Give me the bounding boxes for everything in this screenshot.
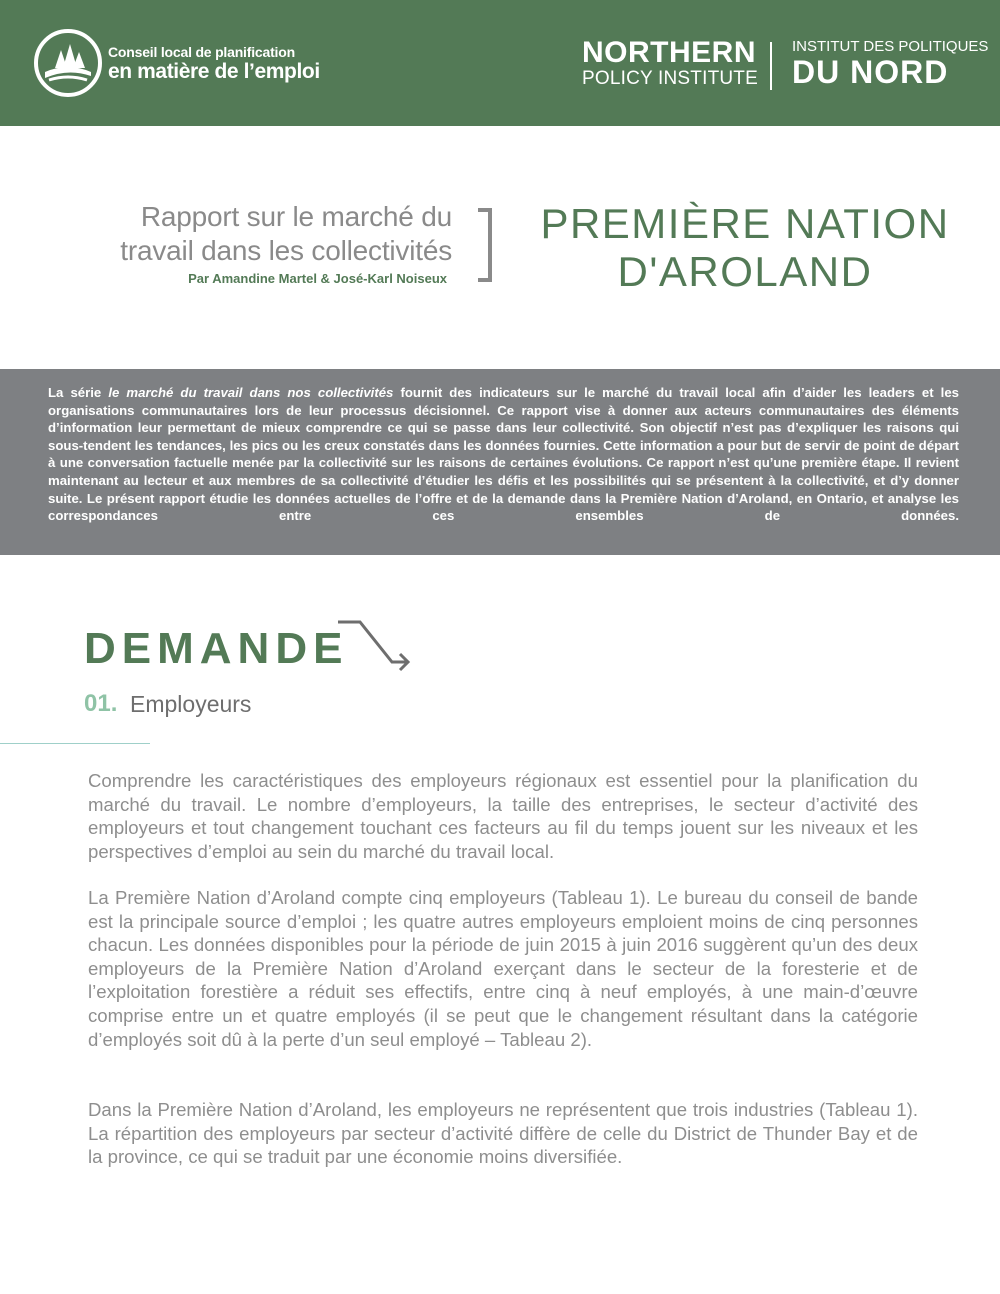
trees-logo-icon [33,28,103,98]
npi-line1: NORTHERN [582,36,756,69]
section-rule [0,743,150,744]
section-heading: DEMANDE [84,624,349,673]
header-band [0,0,1000,126]
subsection-label: Employeurs [130,691,252,717]
report-title-line2: travail dans les collectivités [120,235,452,266]
report-title-line1: Rapport sur le marché du [140,201,452,232]
authors: Par Amandine Martel & José-Karl Noiseux [188,271,447,286]
body-paragraph-2: La Première Nation d’Aroland compte cinq employeurs (Tableau 1). Le bureau du conseil de bande est la principale source d’emploi ; les quatre autres employeurs emploient moins de cinq personnes chacun. Les données disponibles pour la période de juin 2015 à juin 2016 suggèrent qu’un des deux employeurs de la Première Nation d’Aroland exerçant dans le secteur de la foresterie et de l’exploitation forestière a réduit ses effectifs, entre cinq à neuf employés, à une main-d’œuvre comprise entre un et quatre employés (il se peut que le changement résultant dans la catégorie d’employés soit dû à la perte d’un seul employé – Tableau 2). [88,887,918,1050]
institut-politiques-nord-logo [792,38,988,89]
place-title-line1: PREMIÈRE NATION [540,200,950,247]
intro-series-name: le marché du travail dans nos collectivités [108,385,394,400]
subsection-number: 01. [84,690,118,717]
place-title [520,200,970,296]
arrow-down-right-icon [336,618,416,674]
body-paragraph-1: Comprendre les caractéristiques des employeurs régionaux est essentiel pour la planification du marché du travail. Le nombre d’employeurs, la taille des entreprises, le secteur d’activité des employeurs et tout changement touchant ces facteurs au fil du temps jouent sur les niveaux et les perspectives d’emploi au sein du marché du travail local. [88,770,918,862]
place-title-line2: D'AROLAND [617,248,873,295]
logo-divider [770,42,772,90]
intro-rest: fournit des indicateurs sur le marché du travail local afin d’aider les leaders et les organisations communautaires lors de leur processus décisionnel. Ce rapport vise à donner aux acteurs communautaires des éléments d’information leur permettant de mieux comprendre ce qui se passe dans leur collectivité. Son objectif n’est pas d’expliquer les raisons qui sous-tendent les tendances, les pics ou les creux constatés dans les données fournies. Cette information a pour but de servir de point de départ à une conversation factuelle menée par la collectivité sur les raisons de certaines évolutions. Ce rapport n’est qu’une première étape. Il revient maintenant au lecteur et aux membres de sa collectivité d’étudier les défis et les possibilités qui se présentent à la collectivité, et d’y donner suite. Le présent rapport étudie les données actuelles de l’offre et de la demande dans la Première Nation d’Aroland, en Ontario, et analyse les correspondances entre ces ensembles de données. [48,385,960,524]
intro-paragraph [48,384,959,525]
ipn-line2: DU NORD [792,54,949,90]
northern-policy-institute-logo [582,38,758,90]
intro-prefix: La série [48,385,109,400]
org-name [108,44,320,84]
org-name-line1: Conseil local de planification [108,44,295,60]
ipn-line1: INSTITUT DES POLITIQUES [792,38,989,55]
org-name-line2: en matière de l’emploi [108,60,320,83]
npi-line2: POLICY INSTITUTE [582,68,758,89]
bracket-divider [478,208,492,282]
body-paragraph-3: Dans la Première Nation d’Aroland, les employeurs ne représentent que trois industries (Tableau 1). La répartition des employeurs par secteur d’activité diffère de celle du District de Thunder Bay et de la province, ce qui se traduit par une économie moins diversifiée. [88,1099,918,1168]
report-title [120,200,452,268]
